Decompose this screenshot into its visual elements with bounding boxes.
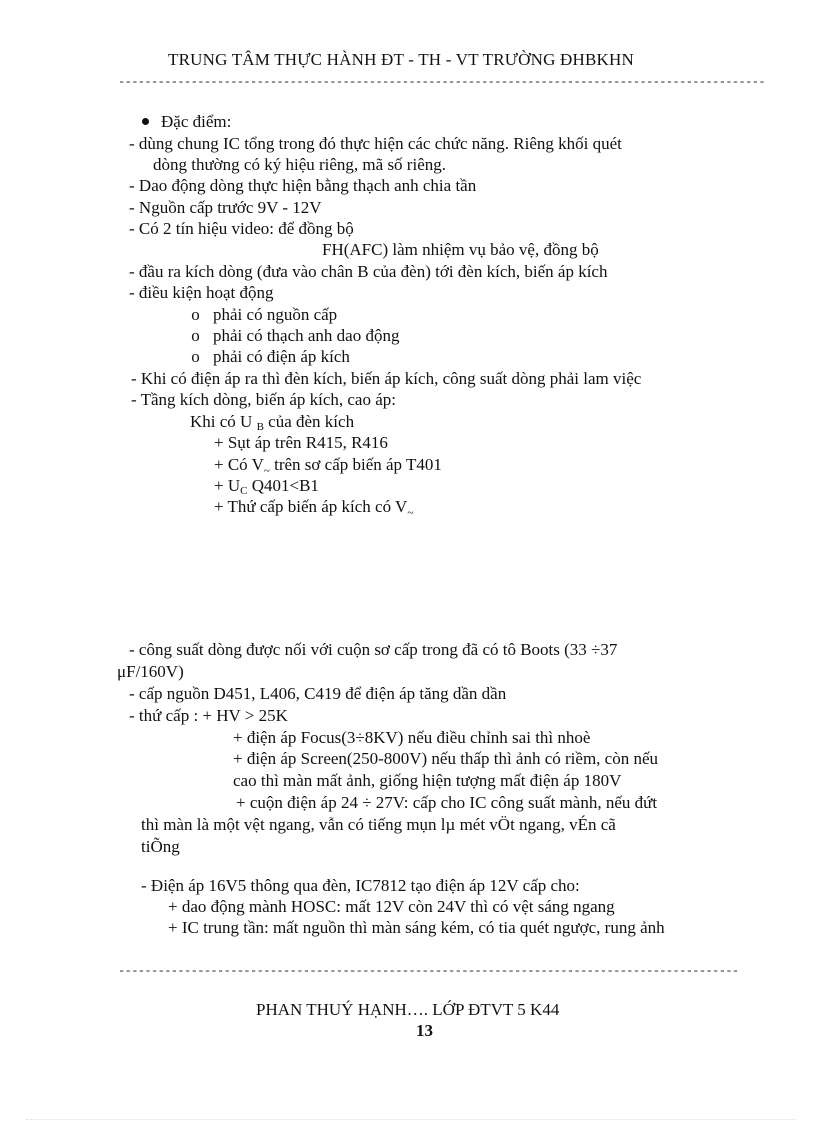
text-line: - Điện áp 16V5 thông qua đèn, IC7812 tạo điện áp 12V cấp cho: xyxy=(141,876,580,895)
text-line: + IC trung tần: mất nguồn thì màn sáng kém, có tia quét ngược, rung ảnh xyxy=(168,918,665,937)
text-line: - Nguồn cấp trước 9V - 12V xyxy=(129,198,322,217)
sub-item: o phải có điện áp kích xyxy=(191,347,350,366)
text-line: μF/160V) xyxy=(117,662,184,681)
text-line: + Có $V_\sim$ trên sơ cấp biến áp T401 xyxy=(214,455,442,477)
text-line: - công suất dòng được nối với cuộn sơ cấp trong đã có tô Boots (33 ÷37 xyxy=(129,640,618,659)
text-line: - dùng chung IC tổng trong đó thực hiện các chức năng. Riêng khối quét xyxy=(129,134,622,153)
text-line: + Thứ cấp biến áp kích có $V_\sim$ xyxy=(214,497,414,519)
text-line: - Dao động dòng thực hiện bằng thạch anh chia tần xyxy=(129,176,477,195)
text-line: + điện áp Screen(250-800V) nếu thấp thì ảnh có riềm, còn nếu xyxy=(233,749,659,768)
text-line: + Sụt áp trên R415, R416 xyxy=(214,433,388,452)
text-line: - Tầng kích dòng, biến áp kích, cao áp: xyxy=(131,390,396,409)
circle-bullet-icon: o xyxy=(191,326,200,345)
text-line: dòng thường có ký hiệu riêng, mã số riêng. xyxy=(153,155,446,174)
section-bullet xyxy=(142,112,231,132)
sub-item: o phải có nguồn cấp xyxy=(191,305,338,324)
text-line: - cấp nguồn D451, L406, C419 để điện áp tăng dần dần xyxy=(129,684,507,703)
text-line: - thứ cấp : + HV > 25K xyxy=(129,706,288,725)
text-line: + điện áp Focus(3÷8KV) nếu điều chỉnh sai thì nhoè xyxy=(233,728,591,747)
text-line: + cuộn điện áp 24 ÷ 27V: cấp cho IC công suất mành, nếu đứt xyxy=(236,793,658,812)
bullet-dot-icon xyxy=(142,118,149,125)
text-line: + dao động mành HOSC: mất 12V còn 24V thì có vệt sáng ngang xyxy=(168,897,615,916)
footer-author: PHAN THUÝ HẠNH…. LỚP ĐTVT 5 K44 xyxy=(256,1000,560,1019)
footer-divider: ---------------------------------------------------------------------------------------------- xyxy=(118,964,739,978)
sub-item: o phải có thạch anh dao động xyxy=(191,326,400,345)
text-line: FH(AFC) làm nhiệm vụ bảo vệ, đồng bộ xyxy=(322,240,599,259)
text-line: - Có 2 tín hiệu video: để đồng bộ xyxy=(129,219,354,238)
section-label: Đặc điểm: xyxy=(161,112,232,131)
text-line: Khi có U $_B$ của đèn kích xyxy=(190,412,355,433)
text-line: - Khi có điện áp ra thì đèn kích, biến áp kích, công suất dòng phải lam việc xyxy=(131,369,642,388)
text-line: - đầu ra kích dòng (đưa vào chân B của đèn) tới đèn kích, biến áp kích xyxy=(129,262,608,281)
circle-bullet-icon: o xyxy=(191,305,200,324)
text-line: - điều kiện hoạt động xyxy=(129,283,274,302)
text-line: tiÕng xyxy=(141,837,180,856)
page-header-title: TRUNG TÂM THỰC HÀNH ĐT - TH - VT TRƯỜNG ĐHBKHN xyxy=(168,50,634,69)
page-bottom-rule xyxy=(26,1119,796,1120)
text-line: cao thì màn mất ảnh, giống hiện tượng mất điện áp 180V xyxy=(233,771,622,790)
circle-bullet-icon: o xyxy=(191,347,200,366)
text-line: + $U_C$ Q401<B1 xyxy=(214,476,319,497)
header-divider: -------------------------------------------------------------------------------------------------- xyxy=(118,75,765,89)
page-number: 13 xyxy=(416,1021,433,1040)
text-line: thì màn là một vệt ngang, vẫn có tiếng mụn lµ mét vÖt ngang, vÉn cã xyxy=(141,815,616,834)
